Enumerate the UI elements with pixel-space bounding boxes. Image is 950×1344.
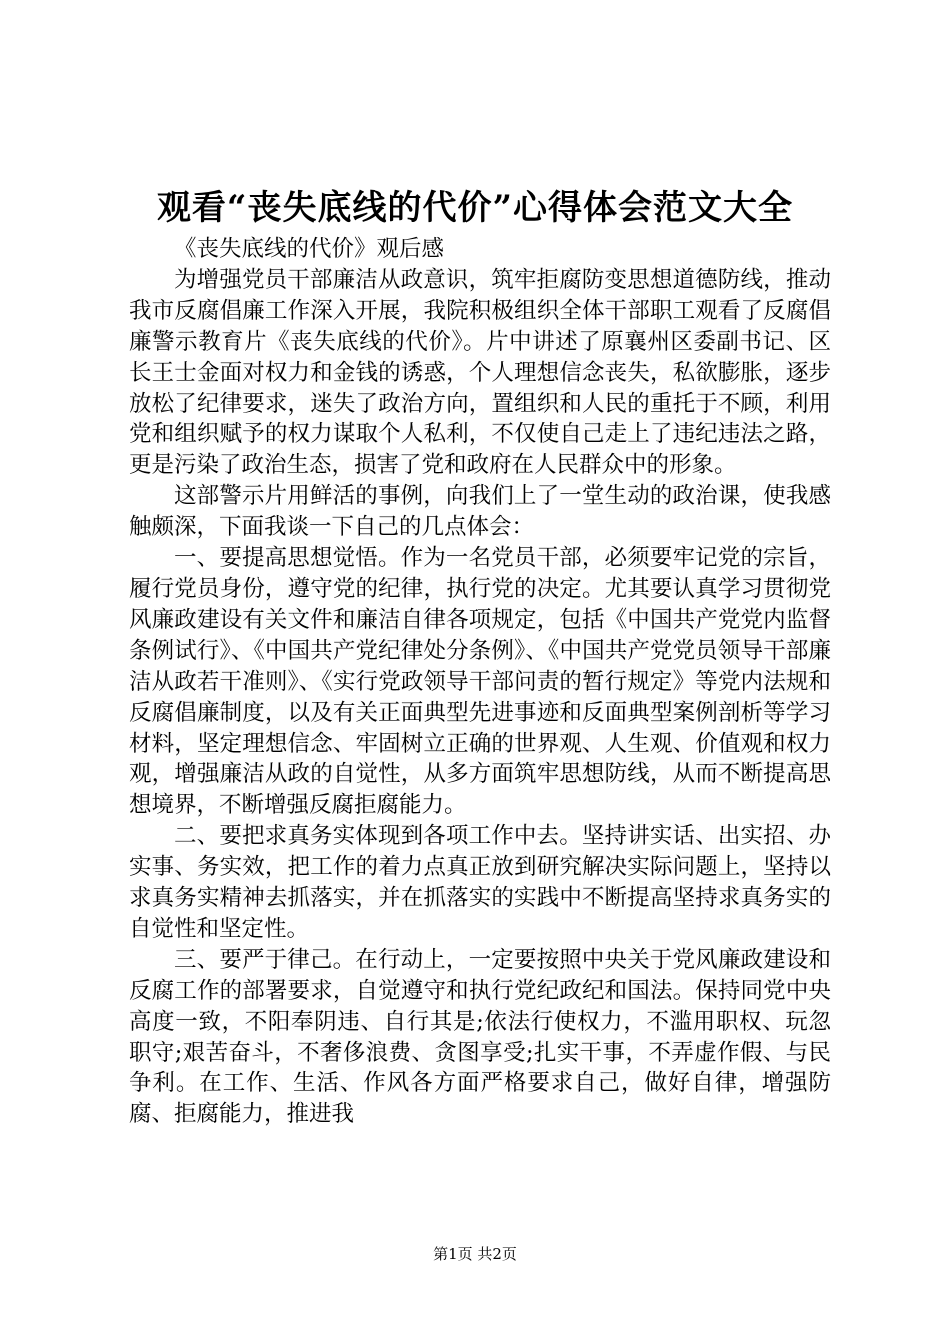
paragraph-point-three: 三、要严于律己。在行动上，一定要按照中央关于党风廉政建设和反腐工作的部署要求，自觉遵守和执行党纪政纪和国法。保持同党中央高度一致，不阳奉阴违、自行其是;依法行使权力，不滥用职权、玩忽职守;艰苦奋斗，不奢侈浪费、贪图享受;扎实干事，不弄虚作假、与民争利。在工作、生活、作风各方面严格要求自己，做好自律，增强防腐、拒腐能力，推进我 [129,946,831,1128]
page-footer: 第1页 共2页 [433,1245,517,1263]
paragraph-intro: 为增强党员干部廉洁从政意识，筑牢拒腐防变思想道德防线，推动我市反腐倡廉工作深入开展，我院积极组织全体干部职工观看了反腐倡廉警示教育片《丧失底线的代价》。片中讲述了原襄州区委副书记、区长王士金面对权力和金钱的诱惑，个人理想信念丧失，私欲膨胀，逐步放松了纪律要求，迷失了政治方向，置组织和人民的重托于不顾，利用党和组织赋予的权力谋取个人私利，不仅使自己走上了违纪违法之路，更是污染了政治生态，损害了党和政府在人民群众中的形象。 [129,266,831,479]
document-body [129,234,831,1130]
paragraph-point-two: 二、要把求真务实体现到各项工作中去。坚持讲实话、出实招、办实事、务实效，把工作的着力点真正放到研究解决实际问题上，坚持以求真务实精神去抓落实，并在抓落实的实践中不断提高坚持求真务实的自觉性和坚定性。 [129,823,831,942]
paragraph-reflection: 这部警示片用鲜活的事例，向我们上了一堂生动的政治课，使我感触颇深，下面我谈一下自己的几点体会： [129,483,831,541]
document-title: 观看“丧失底线的代价”心得体会范文大全 [156,188,794,228]
paragraph-subtitle: 《丧失底线的代价》观后感 [174,236,445,262]
paragraph-point-one: 一、要提高思想觉悟。作为一名党员干部，必须要牢记党的宗旨，履行党员身份，遵守党的纪律，执行党的决定。尤其要认真学习贯彻党风廉政建设有关文件和廉洁自律各项规定，包括《中国共产党党内监督条例试行》、《中国共产党纪律处分条例》、《中国共产党党员领导干部廉洁从政若干准则》、《实行党政领导干部问责的暂行规定》等党内法规和反腐倡廉制度，以及有关正面典型先进事迹和反面典型案例剖析等学习材料，坚定理想信念、牢固树立正确的世界观、人生观、价值观和权力观，增强廉洁从政的自觉性，从多方面筑牢思想防线，从而不断提高思想境界，不断增强反腐拒腐能力。 [129,545,831,819]
